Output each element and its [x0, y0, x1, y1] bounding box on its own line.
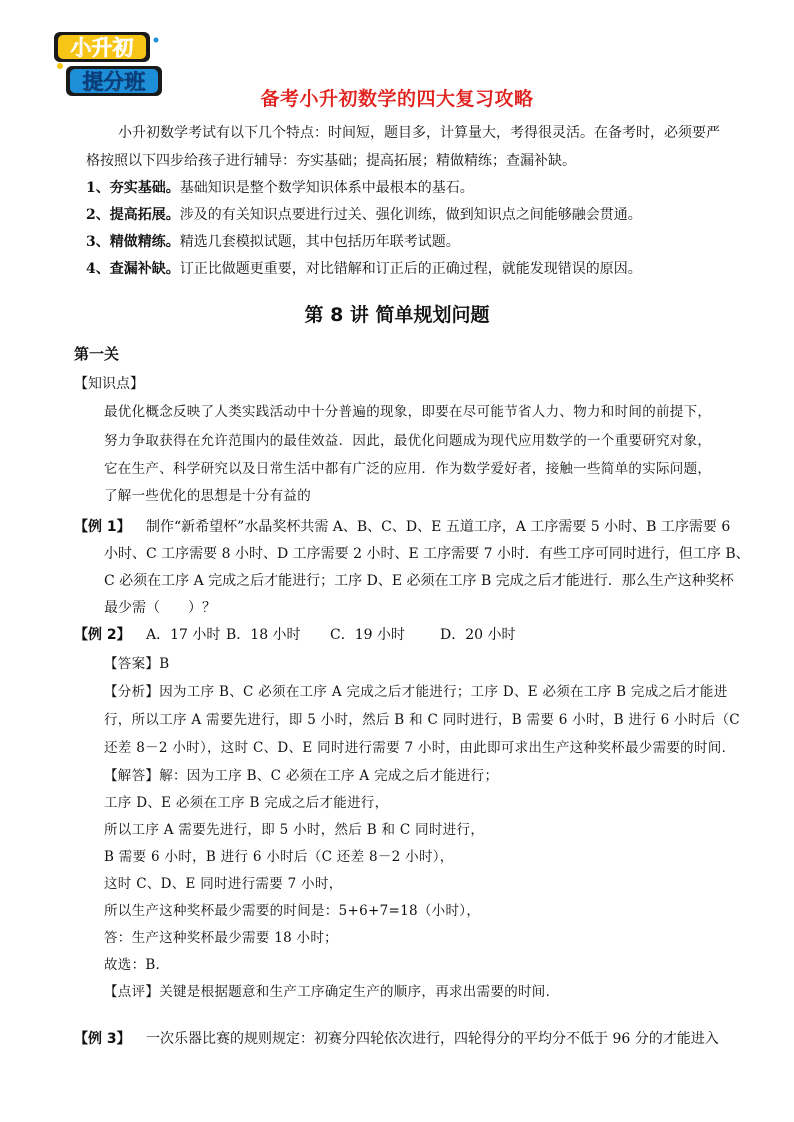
tip-item-1 — [86, 177, 474, 197]
tip-text: 订正比做题更重要，对比错解和订正后的正确过程，就能发现错误的原因。 — [179, 261, 642, 277]
tip-label: 2、提高拓展。 — [86, 207, 180, 223]
page-title: 备考小升初数学的四大复习攻略 — [260, 88, 534, 110]
solution-line-1: 【解答】解：因为工序 B、C 必须在工序 A 完成之后才能进行； — [104, 768, 499, 784]
option-b: B．18 小时 — [226, 627, 301, 643]
tip-text: 精选几套模拟试题，其中包括历年联考试题。 — [179, 234, 460, 250]
example-3-label: 【例 3】 — [74, 1031, 131, 1047]
answer-line: 【答案】B — [104, 656, 170, 672]
solution-line-5: 这时 C、D、E 同时进行需要 7 小时， — [104, 876, 343, 892]
analysis-line-2: 行，所以工序 A 需要先进行，即 5 小时，然后 B 和 C 同时进行，B 需要 6 小时，B 进行 6 小时后（C — [104, 712, 740, 728]
analysis-line-1: 【分析】因为工序 B、C 必须在工序 A 完成之后才能进行；工序 D、E 必须在工序 B 完成之后才能进 — [104, 684, 728, 700]
analysis-line-3: 还差 8－2 小时），这时 C、D、E 同时进行需要 7 小时，由此即可求出生产这种奖杯最少需要的时间． — [104, 740, 736, 756]
comment-line: 【点评】关键是根据题意和生产工序确定生产的顺序，再求出需要的时间． — [104, 984, 560, 1000]
tip-item-4 — [86, 258, 642, 278]
intro-line-1: 小升初数学考试有以下几个特点：时间短，题目多，计算量大，考得很灵活。在备考时，必须要严 — [118, 125, 720, 141]
logo-text-top: 小升初 — [70, 36, 134, 60]
tip-label: 3、精做精练。 — [86, 234, 180, 250]
option-d: D．20 小时 — [440, 627, 516, 643]
example-1-line-4: 最少需（ ）？ — [104, 600, 216, 616]
example-3-text: 一次乐器比赛的规则规定：初赛分四轮依次进行，四轮得分的平均分不低于 96 分的才能进入 — [146, 1031, 719, 1047]
knowledge-tag: 【知识点】 — [74, 376, 144, 392]
example-1-line-3: C 必须在工序 A 完成之后才能进行；工序 D、E 必须在工序 B 完成之后才能进行．那么生产这种奖杯 — [104, 573, 734, 589]
lecture-title: 第 8 讲 简单规划问题 — [304, 304, 490, 326]
knowledge-line-4: 了解一些优化的思想是十分有益的 — [104, 488, 311, 504]
example-1-line-1: 制作“新希望杯”水晶奖杯共需 A、B、C、D、E 五道工序，A 工序需要 5 小时、B 工序需要 6 — [146, 519, 731, 535]
tip-text: 涉及的有关知识点要进行过关、强化训练，做到知识点之间能够融会贯通。 — [179, 207, 642, 223]
solution-line-6: 所以生产这种奖杯最少需要的时间是：5+6+7=18（小时）， — [104, 903, 481, 919]
example-2-label: 【例 2】 — [74, 627, 131, 643]
solution-line-7: 答：生产这种奖杯最少需要 18 小时； — [104, 930, 338, 946]
example-1-label: 【例 1】 — [74, 519, 131, 535]
tip-item-2 — [86, 204, 642, 224]
option-c: C．19 小时 — [330, 627, 405, 643]
knowledge-line-3: 它在生产、科学研究以及日常生活中都有广泛的应用．作为数学爱好者，接触一些简单的实际问题， — [104, 461, 712, 477]
example-1-line-2: 小时、C 工序需要 8 小时、D 工序需要 2 小时、E 工序需要 7 小时．有些工序可同时进行，但工序 B、 — [104, 546, 750, 562]
solution-line-3: 所以工序 A 需要先进行，即 5 小时，然后 B 和 C 同时进行， — [104, 822, 485, 838]
solution-line-4: B 需要 6 小时，B 进行 6 小时后（C 还差 8－2 小时）， — [104, 849, 454, 865]
logo-text-bottom: 提分班 — [82, 70, 146, 94]
knowledge-line-2: 努力争取获得在允许范围内的最佳效益．因此，最优化问题成为现代应用数学的一个重要研究对象， — [104, 433, 712, 449]
solution-line-2: 工序 D、E 必须在工序 B 完成之后才能进行， — [104, 795, 389, 811]
solution-line-8: 故选：B． — [104, 957, 170, 973]
knowledge-line-1: 最优化概念反映了人类实践活动中十分普遍的现象，即要在尽可能节省人力、物力和时间的前提下， — [104, 404, 712, 420]
option-a: A．17 小时 — [146, 627, 221, 643]
tip-item-3 — [86, 231, 460, 251]
section-heading: 第一关 — [74, 345, 120, 363]
tip-label: 1、夯实基础。 — [86, 180, 180, 196]
tip-label: 4、查漏补缺。 — [86, 261, 180, 277]
intro-line-2: 格按照以下四步给孩子进行辅导：夯实基础；提高拓展；精做精练；查漏补缺。 — [86, 153, 576, 169]
tip-text: 基础知识是整个数学知识体系中最根本的基石。 — [179, 180, 474, 196]
